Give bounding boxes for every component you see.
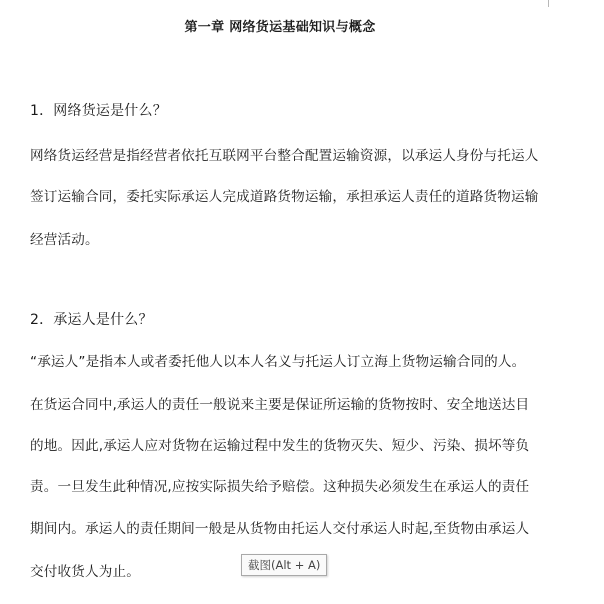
section-2-line-4: 责。一旦发生此种情况,应按实际损失给予赔偿。这种损失必须发生在承运人的责任 — [30, 479, 530, 495]
section-1-line-2: 签订运输合同，委托实际承运人完成道路货物运输，承担承运人责任的道路货物运输 — [30, 189, 539, 205]
section-2-line-5: 期间内。承运人的责任期间一般是从货物由托运人交付承运人时起,至货物由承运人 — [30, 521, 530, 537]
section-1-line-1: 网络货运经营是指经营者依托互联网平台整合配置运输资源，以承运人身份与托运人 — [30, 148, 539, 164]
section-2-heading: 2．承运人是什么？ — [30, 312, 153, 328]
screenshot-tooltip: 截图(Alt + A) — [241, 554, 327, 576]
section-2-line-6: 交付收货人为止。 — [30, 564, 140, 580]
section-2-line-3: 的地。因此,承运人应对货物在运输过程中发生的货物灭失、短少、污染、损坏等负 — [30, 438, 530, 454]
chapter-title: 第一章 网络货运基础知识与概念 — [184, 20, 376, 35]
page-corner-mark — [548, 0, 549, 7]
section-1-heading: 1．网络货运是什么？ — [30, 103, 167, 119]
section-1-line-3: 经营活动。 — [30, 232, 99, 248]
section-2-line-2: 在货运合同中,承运人的责任一般说来主要是保证所运输的货物按时、安全地送达目 — [30, 397, 530, 413]
section-2-line-1: “承运人”是指本人或者委托他人以本人名义与托运人订立海上货物运输合同的人。 — [30, 354, 526, 370]
